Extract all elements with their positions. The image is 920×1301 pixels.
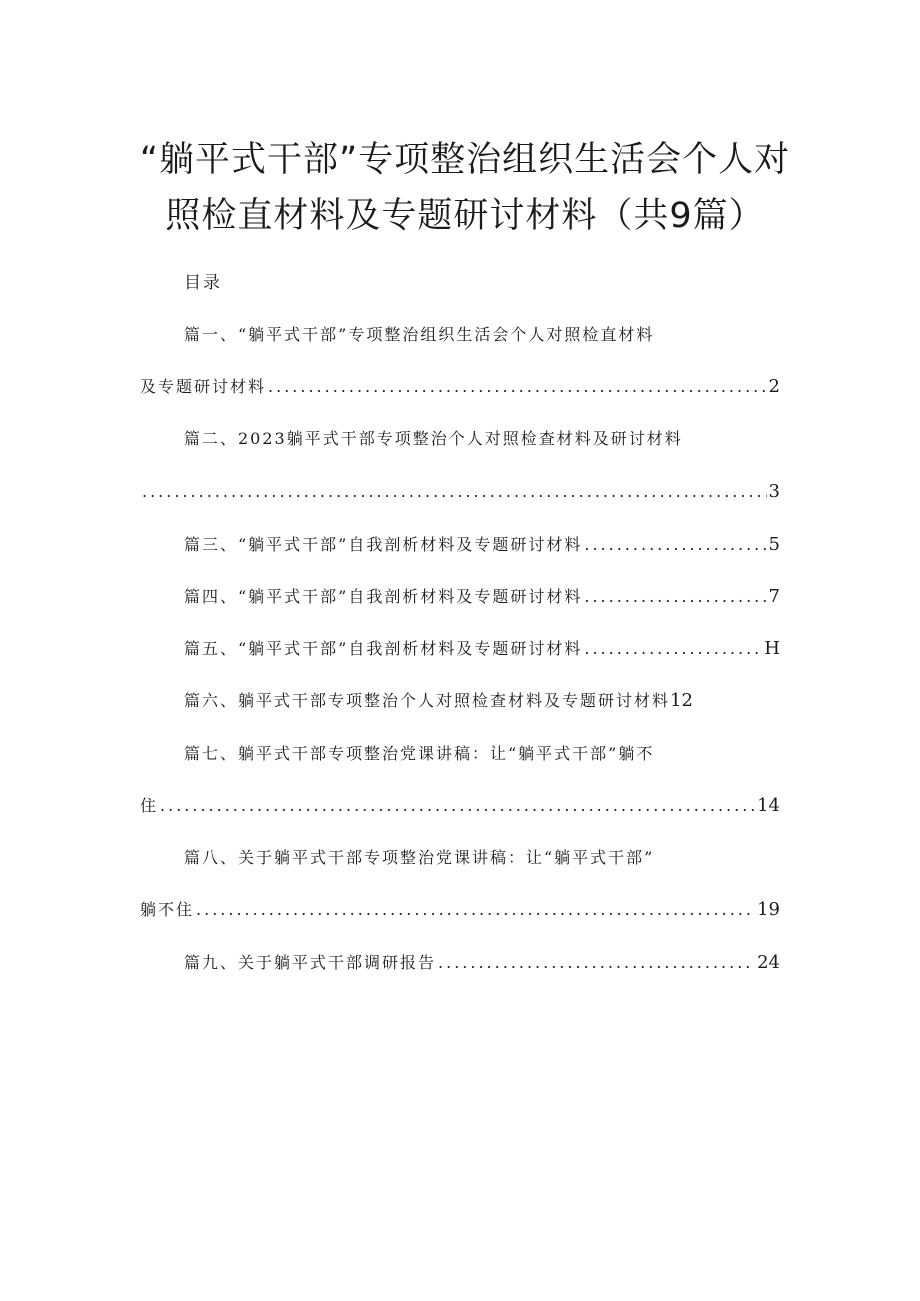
- toc-entry-2-page: 3: [768, 481, 780, 502]
- toc-entry-5-text: 篇五、“躺平式干部”自我剖析材料及专题研讨材料: [184, 639, 583, 658]
- toc-entry-3-text: 篇三、“躺平式干部”自我剖析材料及专题研讨材料: [184, 535, 583, 554]
- dot-leader: [196, 899, 755, 921]
- toc-entry-3-page: 5: [768, 534, 780, 555]
- dot-leader: [584, 586, 766, 608]
- title-line-2: 照检直材料及专题研讨材料（共9篇）: [165, 196, 765, 236]
- toc-entry-6-text: 篇六、躺平式干部专项整治个人对照检查材料及专题研讨材料: [184, 691, 671, 710]
- toc-entry-4-text: 篇四、“躺平式干部”自我剖析材料及专题研讨材料: [184, 587, 583, 606]
- dot-leader: [584, 534, 766, 556]
- toc-entry-4-page: 7: [768, 586, 780, 607]
- toc-entry-6-page: 12: [670, 690, 693, 711]
- toc-entry-5-page: H: [764, 638, 780, 659]
- toc-entry-7-line1[interactable]: 篇七、躺平式干部专项整治党课讲稿：让“躺平式干部”躺不: [184, 744, 655, 763]
- dot-leader: [142, 481, 767, 503]
- toc-entry-8-line2: 躺不住: [140, 900, 195, 919]
- dot-leader: [268, 376, 767, 398]
- toc-entry-7-line2: 住: [140, 796, 159, 815]
- toc-entry-7-page: 14: [757, 795, 780, 816]
- document-title: [120, 132, 810, 244]
- toc-entry-1-row[interactable]: [140, 376, 780, 398]
- toc-entry-1-line2: 及专题研讨材料: [140, 377, 267, 396]
- toc-entry-2-row[interactable]: [140, 481, 780, 503]
- toc-entry-9-row[interactable]: [184, 952, 780, 974]
- toc-heading: 目录: [184, 273, 222, 293]
- toc-entry-1-line1[interactable]: 篇一、“躺平式干部”专项整治组织生活会个人对照检直材料: [184, 325, 655, 344]
- dot-leader: [438, 952, 755, 974]
- toc-entry-7-row[interactable]: [140, 795, 780, 817]
- title-line-1: “躺平式干部”专项整治组织生活会个人对: [139, 140, 791, 180]
- toc-entry-9-text: 篇九、关于躺平式干部调研报告: [184, 953, 437, 972]
- toc-entry-6-row[interactable]: [184, 690, 780, 712]
- toc-entry-9-page: 24: [757, 952, 780, 973]
- toc-entry-8-row[interactable]: [140, 899, 780, 921]
- dot-leader: [160, 795, 755, 817]
- toc-entry-8-line1[interactable]: 篇八、关于躺平式干部专项整治党课讲稿：让“躺平式干部”: [184, 848, 655, 867]
- toc-entry-3-row[interactable]: [184, 534, 780, 556]
- toc-entry-8-page: 19: [757, 899, 780, 920]
- toc-entry-5-row[interactable]: [184, 638, 780, 660]
- toc-entry-2-line1[interactable]: 篇二、2023躺平式干部专项整治个人对照检查材料及研讨材料: [184, 429, 683, 448]
- toc-entry-4-row[interactable]: [184, 586, 780, 608]
- dot-leader: [584, 638, 762, 660]
- toc-entry-1-page: 2: [768, 376, 780, 397]
